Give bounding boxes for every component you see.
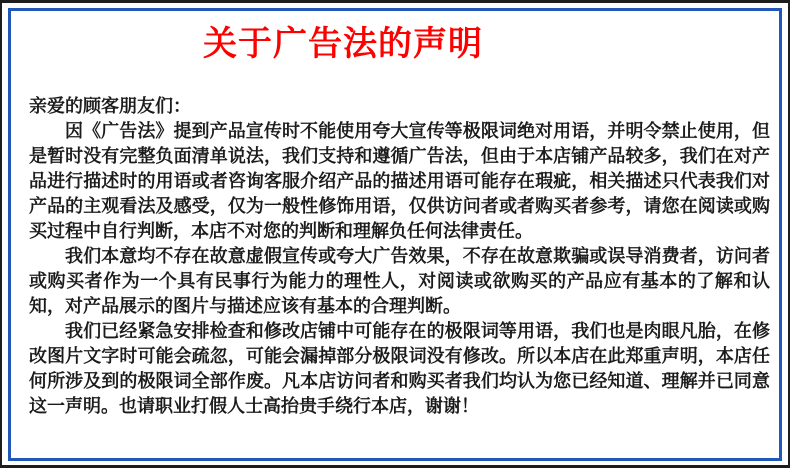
paragraph-1: 因《广告法》提到产品宣传时不能使用夸大宣传等极限词绝对用语，并明令禁止使用，但是暂时没有完整负面清单说法，我们支持和遵循广告法，但由于本店铺产品较多，我们在对产品进行描述时的用语或者咨询客服介绍产品的描述用语可能存在瑕疵，相关描述只代表我们对产品的主观看法及感受，仅为一般性修饰用语，仅供访问者或者购买者参考，请您在阅读或购买过程中自行判断，本店不对您的判断和理解负任何法律责任。 [29, 121, 770, 242]
notice-body [29, 94, 770, 419]
paragraph-2: 我们本意均不存在故意虚假宣传或夸大广告效果，不存在故意欺骗或误导消费者，访问者或购买者作为一个具有民事行为能力的理性人，对阅读或欲购买的产品应有基本的了解和认知，对产品展示的图片与描述应该有基本的合理判断。 [29, 246, 770, 317]
page-title: 关于广告法的声明 [203, 25, 483, 63]
paragraph-3: 我们已经紧急安排检查和修改店铺中可能存在的极限词等用语，我们也是肉眼凡胎，在修改图片文字时可能会疏忽，可能会漏掉部分极限词没有修改。所以本店在此郑重声明，本店任何所涉及到的极限词全部作废。凡本店访问者和购买者我们均认为您已经知道、理解并已同意这一声明。也请职业打假人士高抬贵手绕行本店，谢谢！ [29, 321, 770, 417]
greeting-line: 亲爱的顾客朋友们： [29, 96, 191, 117]
notice-panel [8, 8, 782, 461]
